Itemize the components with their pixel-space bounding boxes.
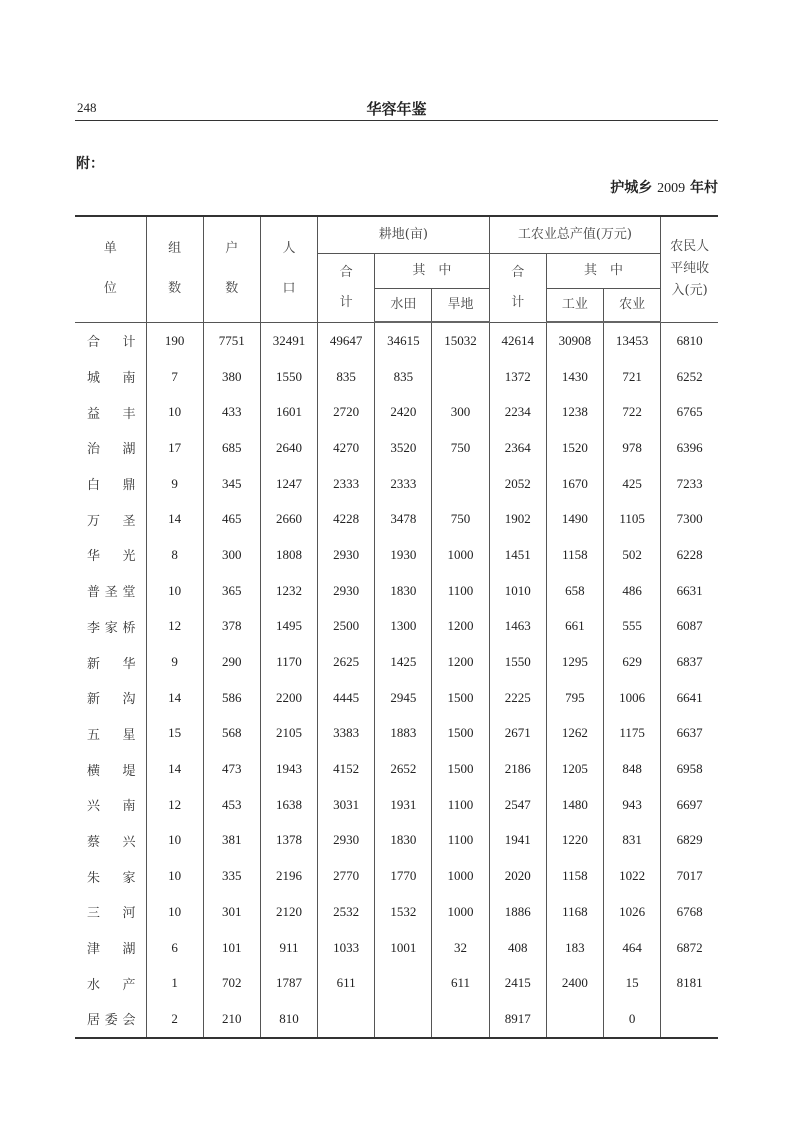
table-cell: 810 xyxy=(260,1001,317,1038)
table-cell: 3383 xyxy=(318,716,375,752)
table-cell: 2052 xyxy=(489,466,546,502)
table-row xyxy=(75,359,718,395)
table-cell: 2945 xyxy=(375,680,432,716)
table-cell: 2364 xyxy=(489,430,546,466)
table-cell: 1033 xyxy=(318,930,375,966)
row-label: 城南 xyxy=(87,371,136,387)
table-cell: 2625 xyxy=(318,644,375,680)
table-cell: 1943 xyxy=(260,751,317,787)
table-title-suffix: 年村 xyxy=(690,180,718,196)
table-cell: 3520 xyxy=(375,430,432,466)
row-label: 水产 xyxy=(87,977,136,993)
row-label: 津湖 xyxy=(87,942,136,958)
table-cell: 848 xyxy=(604,751,661,787)
table-row-total xyxy=(75,322,718,359)
table-cell: 290 xyxy=(203,644,260,680)
table-cell: 835 xyxy=(375,359,432,395)
table-cell: 301 xyxy=(203,894,260,930)
table-row xyxy=(75,394,718,430)
table-cell: 13453 xyxy=(604,322,661,359)
table-cell: 750 xyxy=(432,430,489,466)
table-cell: 722 xyxy=(604,394,661,430)
table-cell: 835 xyxy=(318,359,375,395)
row-label: 合计 xyxy=(87,335,136,351)
row-label: 李家桥 xyxy=(87,620,136,636)
table-cell: 464 xyxy=(604,930,661,966)
table-cell: 1372 xyxy=(489,359,546,395)
village-statistics-table xyxy=(75,215,718,1039)
table-cell: 1100 xyxy=(432,787,489,823)
row-label: 兴南 xyxy=(87,799,136,815)
table-cell: 465 xyxy=(203,501,260,537)
table-cell: 42614 xyxy=(489,322,546,359)
table-cell: 831 xyxy=(604,823,661,859)
row-label: 新华 xyxy=(87,656,136,672)
header-output: 工农业总产值(万元) xyxy=(489,216,661,253)
table-cell: 911 xyxy=(260,930,317,966)
table-cell: 6829 xyxy=(661,823,718,859)
header-farmland-of-which: 其 中 xyxy=(375,253,489,288)
table-row xyxy=(75,965,718,1001)
table-cell: 14 xyxy=(146,501,203,537)
table-cell: 2333 xyxy=(318,466,375,502)
table-cell: 6396 xyxy=(661,430,718,466)
table-cell: 300 xyxy=(203,537,260,573)
table-cell xyxy=(432,466,489,502)
running-header xyxy=(75,96,718,121)
table-cell: 2420 xyxy=(375,394,432,430)
row-label: 三河 xyxy=(87,906,136,922)
table-cell: 2105 xyxy=(260,716,317,752)
table-cell: 3478 xyxy=(375,501,432,537)
table-cell: 555 xyxy=(604,609,661,645)
table-cell: 8 xyxy=(146,537,203,573)
table-cell: 49647 xyxy=(318,322,375,359)
table-cell: 425 xyxy=(604,466,661,502)
table-cell: 2200 xyxy=(260,680,317,716)
row-label: 普圣堂 xyxy=(87,585,136,601)
table-cell: 2640 xyxy=(260,430,317,466)
table-cell: 1010 xyxy=(489,573,546,609)
table-cell: 721 xyxy=(604,359,661,395)
page-number: 248 xyxy=(77,100,97,115)
row-label: 华光 xyxy=(87,549,136,565)
header-paddy: 水田 xyxy=(375,288,432,322)
table-cell: 1105 xyxy=(604,501,661,537)
table-cell: 1000 xyxy=(432,537,489,573)
table-cell: 4445 xyxy=(318,680,375,716)
table-cell: 1830 xyxy=(375,823,432,859)
table-cell: 2720 xyxy=(318,394,375,430)
table-cell: 473 xyxy=(203,751,260,787)
row-label: 居委会 xyxy=(87,1013,136,1029)
table-cell: 1883 xyxy=(375,716,432,752)
table-cell: 12 xyxy=(146,609,203,645)
table-cell: 1200 xyxy=(432,609,489,645)
table-cell: 1550 xyxy=(260,359,317,395)
table-cell: 365 xyxy=(203,573,260,609)
table-cell: 3031 xyxy=(318,787,375,823)
table-cell: 1830 xyxy=(375,573,432,609)
table-cell: 1931 xyxy=(375,787,432,823)
row-label: 五星 xyxy=(87,727,136,743)
table-cell: 1026 xyxy=(604,894,661,930)
table-row xyxy=(75,573,718,609)
table-cell: 1638 xyxy=(260,787,317,823)
table-cell: 6837 xyxy=(661,644,718,680)
table-cell: 345 xyxy=(203,466,260,502)
table-cell: 1490 xyxy=(546,501,603,537)
table-cell xyxy=(318,1001,375,1038)
table-cell: 702 xyxy=(203,965,260,1001)
table-cell: 381 xyxy=(203,823,260,859)
header-output-total: 合 计 xyxy=(489,253,546,322)
table-row xyxy=(75,537,718,573)
table-cell: 433 xyxy=(203,394,260,430)
table-cell: 1808 xyxy=(260,537,317,573)
table-cell: 7 xyxy=(146,359,203,395)
table-cell: 586 xyxy=(203,680,260,716)
table-cell: 1158 xyxy=(546,858,603,894)
table-row xyxy=(75,644,718,680)
table-cell: 7751 xyxy=(203,322,260,359)
table-cell: 101 xyxy=(203,930,260,966)
table-cell: 12 xyxy=(146,787,203,823)
table-cell: 2120 xyxy=(260,894,317,930)
table-cell xyxy=(546,1001,603,1038)
table-cell: 6765 xyxy=(661,394,718,430)
table-cell: 1500 xyxy=(432,751,489,787)
table-body xyxy=(75,322,718,1038)
table-cell: 2532 xyxy=(318,894,375,930)
table-cell: 1200 xyxy=(432,644,489,680)
table-cell: 10 xyxy=(146,823,203,859)
table-cell: 1262 xyxy=(546,716,603,752)
table-cell: 2652 xyxy=(375,751,432,787)
table-cell: 6228 xyxy=(661,537,718,573)
table-row xyxy=(75,787,718,823)
row-label: 横堤 xyxy=(87,763,136,779)
table-cell: 6958 xyxy=(661,751,718,787)
table-cell: 1100 xyxy=(432,573,489,609)
table-cell: 2196 xyxy=(260,858,317,894)
header-groups: 组 数 xyxy=(146,216,203,322)
table-cell: 1425 xyxy=(375,644,432,680)
table-cell: 14 xyxy=(146,680,203,716)
table-cell: 6631 xyxy=(661,573,718,609)
table-cell: 17 xyxy=(146,430,203,466)
table-row xyxy=(75,858,718,894)
table-cell: 1550 xyxy=(489,644,546,680)
table-row xyxy=(75,501,718,537)
table-cell: 378 xyxy=(203,609,260,645)
table-cell: 1205 xyxy=(546,751,603,787)
table-cell: 658 xyxy=(546,573,603,609)
table-cell: 1480 xyxy=(546,787,603,823)
table-cell: 453 xyxy=(203,787,260,823)
table-cell: 6252 xyxy=(661,359,718,395)
table-title-year: 2009 xyxy=(657,181,686,196)
table-cell: 795 xyxy=(546,680,603,716)
header-population: 人 口 xyxy=(260,216,317,322)
row-label: 万圣 xyxy=(87,513,136,529)
table-cell xyxy=(375,1001,432,1038)
table-cell: 2225 xyxy=(489,680,546,716)
table-cell: 1930 xyxy=(375,537,432,573)
table-cell: 210 xyxy=(203,1001,260,1038)
table-cell: 978 xyxy=(604,430,661,466)
table-cell: 750 xyxy=(432,501,489,537)
table-cell xyxy=(375,965,432,1001)
table-cell: 1158 xyxy=(546,537,603,573)
table-cell: 2500 xyxy=(318,609,375,645)
table-cell: 2930 xyxy=(318,537,375,573)
header-households: 户 数 xyxy=(203,216,260,322)
table-cell: 30908 xyxy=(546,322,603,359)
table-cell: 2660 xyxy=(260,501,317,537)
table-cell: 15032 xyxy=(432,322,489,359)
table-row xyxy=(75,930,718,966)
table-cell: 2400 xyxy=(546,965,603,1001)
table-cell: 15 xyxy=(604,965,661,1001)
table-cell: 1170 xyxy=(260,644,317,680)
header-dry: 旱地 xyxy=(432,288,489,322)
table-cell: 380 xyxy=(203,359,260,395)
table-cell: 1100 xyxy=(432,823,489,859)
table-cell: 10 xyxy=(146,394,203,430)
table-title xyxy=(610,177,718,197)
table-row xyxy=(75,894,718,930)
table-cell: 10 xyxy=(146,858,203,894)
table-cell: 1520 xyxy=(546,430,603,466)
table-cell: 1001 xyxy=(375,930,432,966)
table-cell: 1451 xyxy=(489,537,546,573)
table-cell: 6637 xyxy=(661,716,718,752)
header-output-of-which: 其 中 xyxy=(546,253,660,288)
table-cell: 1220 xyxy=(546,823,603,859)
table-cell: 1430 xyxy=(546,359,603,395)
table-cell: 1463 xyxy=(489,609,546,645)
header-income: 农民人 平纯收 入(元) xyxy=(661,216,718,322)
table-cell: 2770 xyxy=(318,858,375,894)
table-cell: 611 xyxy=(432,965,489,1001)
table-cell: 1168 xyxy=(546,894,603,930)
header-unit: 单 位 xyxy=(75,216,146,322)
table-cell: 4270 xyxy=(318,430,375,466)
table-cell: 1006 xyxy=(604,680,661,716)
row-label: 新沟 xyxy=(87,692,136,708)
table-cell: 6641 xyxy=(661,680,718,716)
table-cell: 9 xyxy=(146,644,203,680)
table-cell: 685 xyxy=(203,430,260,466)
table-cell: 1787 xyxy=(260,965,317,1001)
table-cell xyxy=(432,359,489,395)
row-label: 治湖 xyxy=(87,442,136,458)
book-title: 华容年鉴 xyxy=(366,100,427,118)
table-cell: 1000 xyxy=(432,894,489,930)
table-cell: 2 xyxy=(146,1001,203,1038)
table-cell: 1247 xyxy=(260,466,317,502)
table-row xyxy=(75,680,718,716)
table-cell: 2186 xyxy=(489,751,546,787)
header-agriculture: 农业 xyxy=(604,288,661,322)
table-cell: 1022 xyxy=(604,858,661,894)
table-title-prefix: 护城乡 xyxy=(610,180,653,196)
table-cell: 300 xyxy=(432,394,489,430)
table-cell: 6087 xyxy=(661,609,718,645)
table-cell: 1500 xyxy=(432,716,489,752)
table-cell: 1902 xyxy=(489,501,546,537)
table-cell: 10 xyxy=(146,894,203,930)
table-cell: 1000 xyxy=(432,858,489,894)
table-row xyxy=(75,1001,718,1038)
table-cell: 32491 xyxy=(260,322,317,359)
table-cell: 14 xyxy=(146,751,203,787)
table-cell: 2415 xyxy=(489,965,546,1001)
table-cell: 6768 xyxy=(661,894,718,930)
table-cell: 2020 xyxy=(489,858,546,894)
table-cell: 1886 xyxy=(489,894,546,930)
table-cell: 0 xyxy=(604,1001,661,1038)
table-cell: 486 xyxy=(604,573,661,609)
table-cell: 6872 xyxy=(661,930,718,966)
table-cell: 1238 xyxy=(546,394,603,430)
table-cell: 6810 xyxy=(661,322,718,359)
table-cell: 10 xyxy=(146,573,203,609)
table-cell: 1378 xyxy=(260,823,317,859)
table-cell: 1601 xyxy=(260,394,317,430)
table-cell: 32 xyxy=(432,930,489,966)
table-cell: 408 xyxy=(489,930,546,966)
table-row xyxy=(75,466,718,502)
table-cell: 8917 xyxy=(489,1001,546,1038)
header-farmland: 耕地(亩) xyxy=(318,216,490,253)
table-cell: 8181 xyxy=(661,965,718,1001)
table-cell: 7233 xyxy=(661,466,718,502)
table-cell: 335 xyxy=(203,858,260,894)
table-cell: 1175 xyxy=(604,716,661,752)
table-row xyxy=(75,751,718,787)
table-cell: 568 xyxy=(203,716,260,752)
table-cell xyxy=(432,1001,489,1038)
table-cell: 183 xyxy=(546,930,603,966)
table-cell: 4228 xyxy=(318,501,375,537)
table-row xyxy=(75,823,718,859)
table-row xyxy=(75,609,718,645)
table-cell: 4152 xyxy=(318,751,375,787)
table-cell: 7017 xyxy=(661,858,718,894)
row-label: 蔡兴 xyxy=(87,834,136,850)
table-cell: 2547 xyxy=(489,787,546,823)
table-cell: 1300 xyxy=(375,609,432,645)
table-cell: 1500 xyxy=(432,680,489,716)
table-cell: 190 xyxy=(146,322,203,359)
table-cell: 943 xyxy=(604,787,661,823)
table-cell: 1295 xyxy=(546,644,603,680)
table-cell: 15 xyxy=(146,716,203,752)
header-farmland-total: 合 计 xyxy=(318,253,375,322)
table-cell: 2930 xyxy=(318,573,375,609)
table-cell: 2930 xyxy=(318,823,375,859)
table-cell: 1770 xyxy=(375,858,432,894)
table-cell: 611 xyxy=(318,965,375,1001)
table-cell: 502 xyxy=(604,537,661,573)
table-cell: 1495 xyxy=(260,609,317,645)
row-label: 朱家 xyxy=(87,870,136,886)
table-cell: 1670 xyxy=(546,466,603,502)
appendix-label: 附： xyxy=(76,156,104,172)
table-cell: 6 xyxy=(146,930,203,966)
row-label: 益丰 xyxy=(87,406,136,422)
table-cell: 629 xyxy=(604,644,661,680)
table-cell: 661 xyxy=(546,609,603,645)
table-row xyxy=(75,716,718,752)
table-cell: 2671 xyxy=(489,716,546,752)
table-cell: 34615 xyxy=(375,322,432,359)
table-cell: 6697 xyxy=(661,787,718,823)
header-industry: 工业 xyxy=(546,288,603,322)
table-cell: 1532 xyxy=(375,894,432,930)
table-cell: 7300 xyxy=(661,501,718,537)
table-cell: 2234 xyxy=(489,394,546,430)
table-row xyxy=(75,430,718,466)
row-label: 白鼎 xyxy=(87,478,136,494)
table-cell xyxy=(661,1001,718,1038)
table-cell: 2333 xyxy=(375,466,432,502)
table-cell: 1941 xyxy=(489,823,546,859)
table-cell: 9 xyxy=(146,466,203,502)
table-cell: 1232 xyxy=(260,573,317,609)
table-cell: 1 xyxy=(146,965,203,1001)
